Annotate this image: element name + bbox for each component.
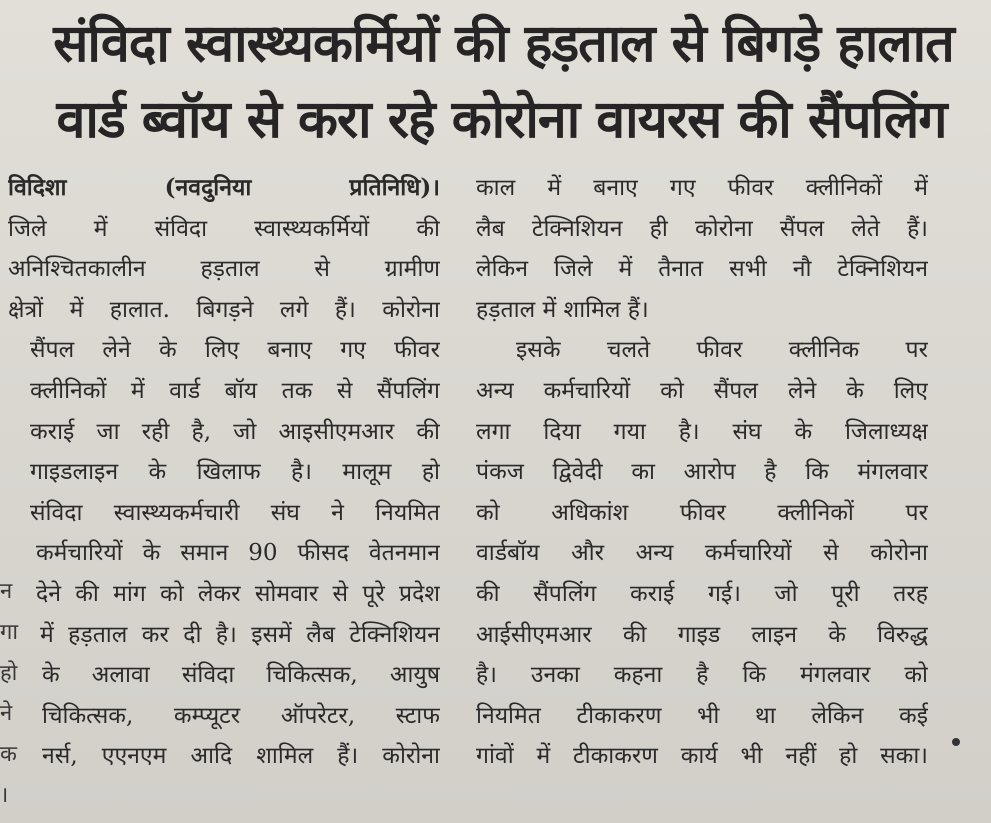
edge-fragment: ने: [0, 701, 13, 726]
article-line: गाइडलाइन के खिलाफ है। मालूम हो: [30, 459, 440, 486]
article-line: संविदा स्वास्थ्यकर्मचारी संघ ने नियमित: [30, 499, 440, 526]
article-line: आईसीएमआर की गाइड लाइन के विरुद्ध: [476, 621, 928, 648]
article-line: गांवों में टीकाकरण कार्य भी नहीं हो सका।: [476, 743, 928, 770]
article-line: इसके चलते फीवर क्लीनिक पर: [516, 337, 928, 364]
article-line: चिकित्सक, कम्प्यूटर ऑपरेटर, स्टाफ: [42, 702, 440, 729]
article-column-right: [476, 168, 928, 777]
article-line: लगा दिया गया है। संघ के जिलाध्यक्ष: [476, 418, 928, 445]
article-line: कराई जा रही है, जो आइसीएमआर की: [30, 418, 440, 445]
bullet-dot: [952, 738, 960, 746]
article-line: में हड़ताल कर दी है। इसमें लैब टेक्निशियन: [40, 621, 440, 648]
article-line: वार्डबॉय और अन्य कर्मचारियों से कोरोना: [476, 540, 928, 567]
article-line: पंकज द्विवेदी का आरोप है कि मंगलवार: [476, 459, 928, 486]
headline-line-2: वार्ड ब्वॉय से करा रहे कोरोना वायरस की सैंपलिंग: [56, 90, 947, 150]
headline-line-1: संविदा स्वास्थ्यकर्मियों की हड़ताल से बिगड़े हालात: [53, 14, 954, 74]
article-line: कर्मचारियों के समान 90 फीसद वेतनमान: [36, 540, 440, 567]
edge-fragment: क: [0, 742, 17, 767]
article-line: है। उनका कहना है कि मंगलवार को: [476, 662, 928, 689]
edge-fragment: न: [0, 579, 13, 604]
article-line: विदिशा (नवदुनिया प्रतिनिधि)।: [8, 174, 440, 201]
article-line: क्लीनिकों में वार्ड बॉय तक से सैंपलिंग: [30, 377, 440, 404]
edge-fragment: ।: [0, 783, 9, 808]
edge-fragment: गा: [0, 620, 19, 645]
edge-fragment: हो: [0, 661, 18, 686]
article-line: नियमित टीकाकरण भी था लेकिन कई: [476, 702, 928, 729]
article-line: देने की मांग को लेकर सोमवार से पूरे प्रदेश: [36, 580, 440, 607]
article-line: क्षेत्रों में हालात. बिगड़ने लगे हैं। कोरोना: [8, 296, 440, 323]
article-column-left: [8, 168, 440, 777]
article-line: काल में बनाए गए फीवर क्लीनिकों में: [476, 175, 928, 201]
article-line: अन्य कर्मचारियों को सैंपल लेने के लिए: [476, 377, 928, 404]
article-line: जिले में संविदा स्वास्थ्यकर्मियों की: [8, 215, 440, 242]
article-line: अनिश्चितकालीन हड़ताल से ग्रामीण: [8, 256, 440, 283]
article-line: लैब टेक्निशियन ही कोरोना सैंपल लेते हैं।: [476, 215, 928, 242]
article-line: को अधिकांश फीवर क्लीनिकों पर: [476, 499, 928, 526]
article-line: हड़ताल में शामिल हैं।: [476, 296, 649, 323]
article-line: सैंपल लेने के लिए बनाए गए फीवर: [30, 337, 440, 364]
article-line: के अलावा संविदा चिकित्सक, आयुष: [42, 662, 440, 689]
article-line: की सैंपलिंग कराई गई। जो पूरी तरह: [476, 580, 928, 607]
article-line: लेकिन जिले में तैनात सभी नौ टेक्निशियन: [476, 256, 928, 283]
article-line: नर्स, एएनएम आदि शामिल हैं। कोरोना: [42, 743, 440, 770]
